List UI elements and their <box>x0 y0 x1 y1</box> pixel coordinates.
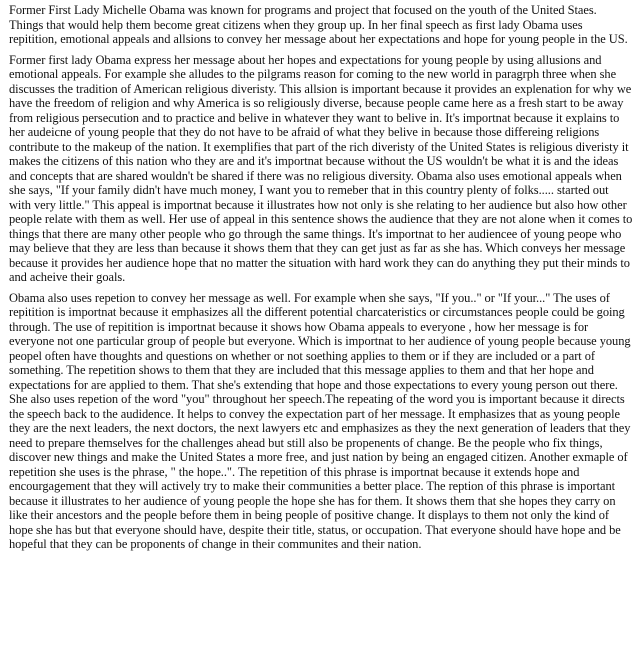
essay-paragraph-repetition: Obama also uses repetion to convey her message as well. For example when she says, "If you.." or "If your..." The uses of repitition is importnat because it emphasizes all the different potential charcateristics or circumstances people could be going through. The use of repitition is importnat because it shows how Obama appeals to everyone , how her message is for everyone not one particular group of people but everyone. Which is importnat to her audience of young people because young peopel often have thoughts and questions on whether or not soething applies to them or if they are included or a part of something. The repetition shows to them that they are included that this message applies to them and that her hope and expectations for are applied to them. That she's extending that hope and those expectations to every young person out there. She also uses repetion of the word "you" throughout her speech.The repeating of the word you is important because it directs the speech back to the audidence. It helps to convey the expectation part of her message. It emphasizes that as young people they are the next leaders, the next doctors, the next lawyers etc and emphasizes as they the next generation of leaders that they need to prepare themselves for the challenges ahead but still also be propenents of change. Be the people who fix things, discover new things and make the United States a more free, and just nation by being an engaged citizen. Another exmaple of repetition she uses is the phrase, " the hope..". The repetition of this phrase is importnat because it extends hope and encourgagement that they will actively try to make their communities a better place. The reption of this phrase is important because it illustrates to her audience of young people the hope she has for them. It shows them that she hopes they carry on like their ancestors and the people before them in being people of positive change. It displays to them not only the kind of hope she has but that everyone should have, despite their title, status, or occupation. That everyone should have hope and be hopeful that they can be proponents of change in their communites and their nation. <box>9 290 631 551</box>
essay-paragraph-intro: Former First Lady Michelle Obama was known for programs and project that focused on the youth of the United Staes. Things that would help them become great citizens when they group up. In her final speech as first lady Obama uses repitition, emotional appeals and allsions to convey her message about her expectations and hope for young people in the US. <box>9 3 628 46</box>
essay-paragraph-allusions: Former first lady Obama express her message about her hopes and expectations for young people by using allusions and emotional appeals. For example she alludes to the pilgrams reason for coming to the new world in paragrph three when she discusses the tradition of American religious diveristy. This allsion is important because it provides an explenation for why we have the freedom of religion and why America is so religiously diverse, because people came here as a fresh start to be away from religious persecution and to practice and belive in whatever they want to belive in. It's importnat because it explains to her audeicne of young people that they do not have to be afraid of what they belive in because those differeing religions contribute to the makeup of the nation. It exemplifies that part of the rich diveristy of the United States is religious diveristy it makes the citizens of this nation who they are and it's importnat because without the US wouldn't be what it is and the ideas and concepts that are shared wouldn't be shared if there was no religious diversity. Obama also uses emotional appeals when she says, "If your family didn't have much money, I want you to remeber that in this country plenty of folks..... started out with very little." This appeal is importnat because it illustrates how not only is she relating to her audience but also how other people relate with them as well. Her use of appeal in this sentence shows the audience that they are not alone when it comes to things that there are many other people who go through the same things. It's importnat to her audiencee of young peope who may believe that they are less than because it shows them that they can get just as far as she has. Which conveys her message because it provides her audience hope that no matter the situation with hard work they can do anything they put their minds to and acheive their goals. <box>9 52 633 284</box>
